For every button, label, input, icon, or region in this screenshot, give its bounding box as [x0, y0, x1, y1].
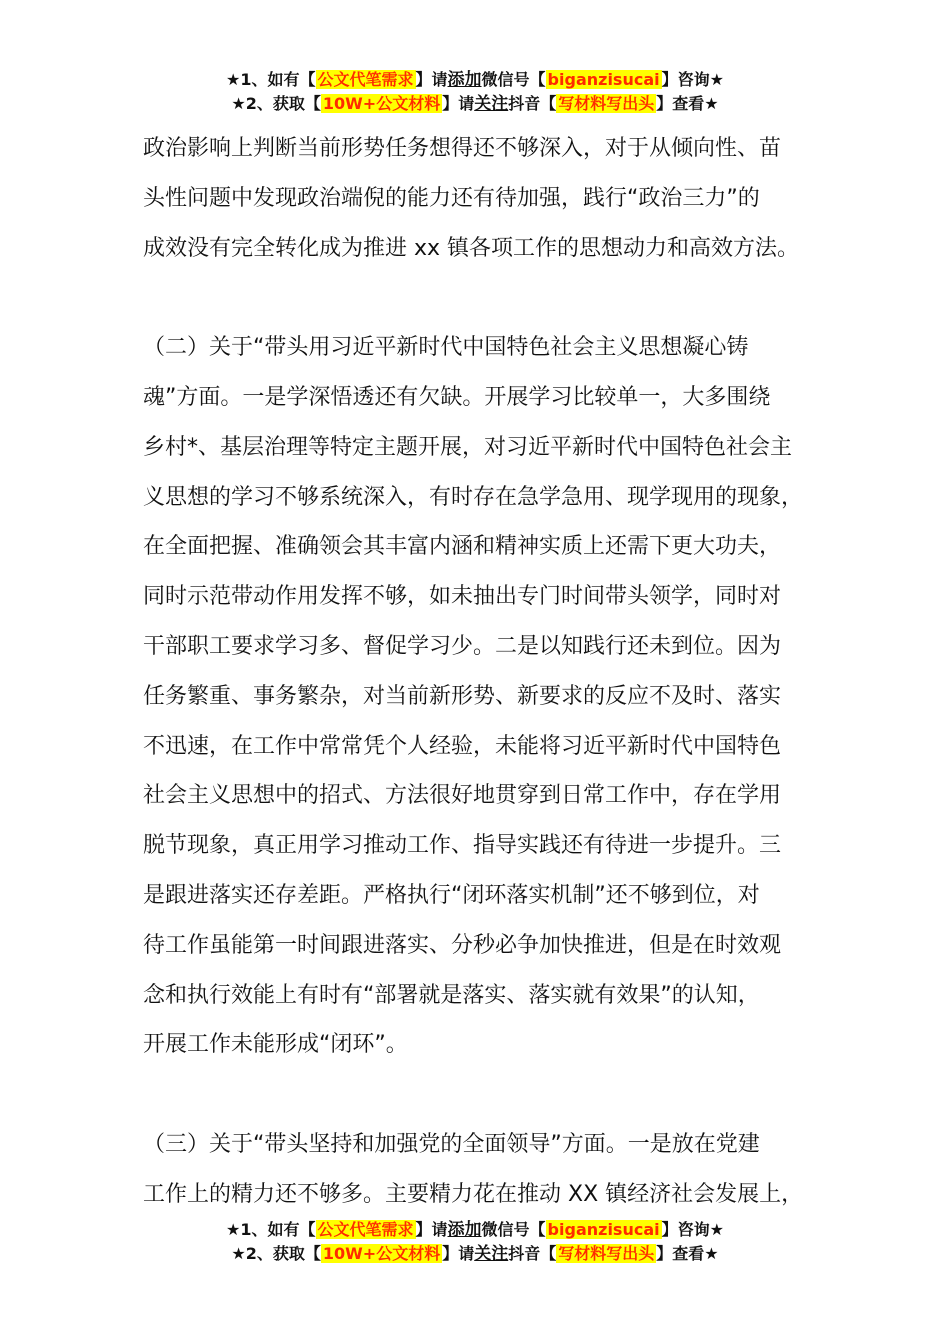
banner-text: 】请 [442, 1244, 475, 1263]
banner-highlight: 写材料写出头 [558, 94, 655, 113]
paragraph-1 [143, 124, 833, 273]
text-line: 魂”方面。一是学深悟透还有欠缺。开展学习比较单一，大多围绕 [143, 384, 771, 410]
text-line: 在全面把握、准确领会其丰富内涵和精神实质上还需下更大功夫， [143, 534, 782, 560]
banner-text: 】咨询★ [661, 1220, 724, 1239]
banner-text: ★2、获取【 [231, 1244, 321, 1263]
paragraph-3 [143, 1120, 833, 1220]
banner-text: 】查看★ [656, 94, 719, 113]
banner-line-1 [0, 68, 950, 92]
banner-text: ★1、如有【 [226, 70, 316, 89]
text-line: 任务繁重、事务繁杂，对当前新形势、新要求的反应不及时、落实 [143, 683, 782, 709]
top-banner [0, 68, 950, 116]
banner-highlight: biganzisucai [547, 1220, 660, 1239]
banner-highlight: biganzisucai [547, 70, 660, 89]
banner-line-1 [0, 1218, 950, 1242]
banner-text: ★2、获取【 [231, 94, 321, 113]
paragraph-2 [143, 323, 833, 1070]
text-line: 念和执行效能上有时有“部署就是落实、落实就有效果”的认知， [143, 982, 760, 1008]
banner-underlined-text: 添加 [447, 1220, 482, 1240]
text-line: 不迅速，在工作中常常凭个人经验，未能将习近平新时代中国特色 [143, 733, 782, 759]
banner-line-2 [0, 92, 950, 116]
text-line: 政治影响上判断当前形势任务想得还不够深入，对于从倾向性、苗 [143, 136, 782, 161]
banner-underlined-text: 关注 [474, 1244, 509, 1264]
banner-highlight: 写材料写出头 [558, 1244, 655, 1263]
text-line: 社会主义思想中的招式、方法很好地贯穿到日常工作中，存在学用 [143, 783, 782, 809]
text-line: 开展工作未能形成“闭环”。 [143, 1032, 408, 1058]
text-line: （二）关于“带头用习近平新时代中国特色社会主义思想凝心铸 [143, 335, 749, 361]
banner-highlight: 10W+公文材料 [322, 1244, 441, 1263]
banner-text: 】咨询★ [661, 70, 724, 89]
text-line: 义思想的学习不够系统深入，有时存在急学急用、现学现用的现象， [143, 484, 804, 510]
banner-text: 抖音【 [508, 1244, 557, 1263]
document-body [143, 124, 833, 1220]
banner-underlined-text: 添加 [447, 70, 482, 90]
banner-text: ★1、如有【 [226, 1220, 316, 1239]
text-line: 乡村*、基层治理等特定主题开展，对习近平新时代中国特色社会主 [143, 434, 793, 460]
bottom-banner [0, 1218, 950, 1266]
banner-text: 】请 [415, 1220, 448, 1239]
banner-line-2 [0, 1242, 950, 1266]
banner-highlight: 公文代笔需求 [317, 1220, 414, 1239]
text-line: 头性问题中发现政治端倪的能力还有待加强，践行“政治三力”的 [143, 185, 760, 211]
banner-underlined-text: 关注 [474, 94, 509, 114]
banner-text: 微信号【 [481, 1220, 546, 1239]
banner-text: 】查看★ [656, 1244, 719, 1263]
banner-text: 】请 [415, 70, 448, 89]
banner-text: 】请 [442, 94, 475, 113]
text-line: 脱节现象，真正用学习推动工作、指导实践还有待进一步提升。三 [143, 833, 782, 859]
banner-highlight: 公文代笔需求 [317, 70, 414, 89]
text-line: 干部职工要求学习多、督促学习少。二是以知践行还未到位。因为 [143, 633, 782, 659]
text-line: 待工作虽能第一时间跟进落实、分秒必争加快推进，但是在时效观 [143, 932, 782, 958]
text-line: 同时示范带动作用发挥不够，如未抽出专门时间带头领学，同时对 [143, 584, 782, 610]
text-line: 成效没有完全转化成为推进 xx 镇各项工作的思想动力和高效方法。 [143, 235, 800, 261]
text-line: （三）关于“带头坚持和加强党的全面领导”方面。一是放在党建 [143, 1131, 760, 1157]
banner-highlight: 10W+公文材料 [322, 94, 441, 113]
banner-text: 微信号【 [481, 70, 546, 89]
text-line: 是跟进落实还存差距。严格执行“闭环落实机制”还不够到位，对 [143, 882, 760, 908]
banner-text: 抖音【 [508, 94, 557, 113]
text-line: 工作上的精力还不够多。主要精力花在推动 XX 镇经济社会发展上， [143, 1181, 804, 1207]
